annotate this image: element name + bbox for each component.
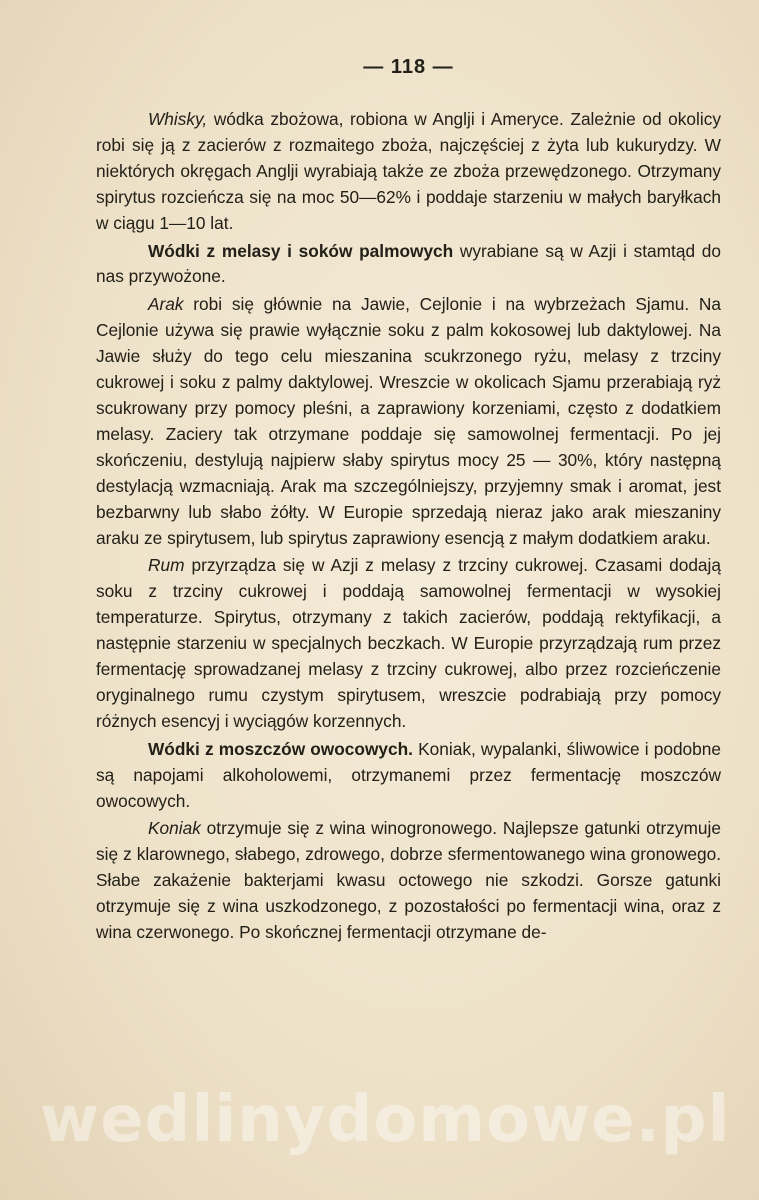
term-whisky: Whisky, [148, 109, 208, 129]
page-number: — 118 — [363, 56, 454, 78]
paragraph-whisky [96, 107, 721, 237]
paragraph-text: wyrabiane są w Azji i stamtąd do nas przywożone. [96, 240, 721, 287]
section-heading-melasa: Wódki z melasy i soków palmowych [148, 240, 454, 261]
paragraph-arak [96, 292, 721, 551]
paragraph-moszcze [96, 737, 721, 815]
section-heading-moszcze: Wódki z moszczów owocowych. [148, 738, 413, 759]
watermark: wedlinydomowe.pl [40, 1083, 731, 1157]
paragraph-text: przyrządza się w Azji z melasy z trzciny cukrowej. Czasami dodają soku z trzciny cukrowej i poddają samowolnej fermentacji w wysokiej temperaturze. Spirytus, otrzymany z takich zacierów, poddają rektyfikacji, a następnie starzeniu w specjalnych beczkach. W Europie przyrządzają rum przez fermentację sprowadzanej melasy z trzciny cukrowej, albo przez rozcieńczenie oryginalnego rumu czystym spirytusem, wreszcie podrabiają przy pomocy różnych esencyj i wyciągów korzennych. [96, 555, 721, 731]
paragraph-text: Koniak, wypalanki, śliwowice i podobne są napojami alkoholowemi, otrzymanemi przez fermentację moszczów owocowych. [96, 738, 722, 811]
book-page [96, 56, 721, 946]
paragraph-melasa [96, 239, 721, 291]
term-koniak: Koniak [148, 818, 201, 839]
paragraph-koniak [96, 816, 721, 946]
term-rum: Rum [148, 555, 185, 576]
paragraph-text: wódka zbożowa, robiona w Anglji i Ameryce. Zależnie od okolicy robi się ją z zacierów z rozmaitego zboża, najczęściej z żyta lub kukurydzy. W niektórych okręgach Anglji wyrabiają także ze zboża przewędzonego. Otrzymany spirytus rozcieńcza się na moc 50—62% i poddaje starzeniu w małych baryłkach w ciągu 1—10 lat. [96, 109, 721, 233]
paragraph-rum [96, 553, 721, 734]
paragraph-text: otrzymuje się z wina winogronowego. Najlepsze gatunki otrzymuje się z klarownego, słabego, zdrowego, dobrze sfermentowanego wina gronowego. Słabe zakażenie bakterjami kwasu octowego nie szkodzi. Gorsze gatunki otrzymuje się z wina uszkodzonego, z pozostałości po fermentacji wina, oraz z wina czerwonego. Po skończnej fermentacji otrzymane de- [96, 818, 721, 943]
paragraph-text: robi się głównie na Jawie, Cejlonie i na wybrzeżach Sjamu. Na Cejlonie używa się prawie wyłącznie soku z palm kokosowej lub daktylowej. Na Jawie służy do tego celu mieszanina scukrzonego ryżu, melasy z trzciny cukrowej i soku z palmy daktylowej. Wreszcie w okolicach Sjamu przerabiają ryż scukrowany przy pomocy pleśni, a zaprawiony korzeniami, często z dodatkiem melasy. Zaciery tak otrzymane poddaje się samowolnej fermentacji. Po jej skończeniu, destylują najpierw słaby spirytus mocy 25 — 30%, który następną destylacją wzmacniają. Arak ma szczególniejszy, przyjemny smak i aromat, jest bezbarwny lub słabo żółty. W Europie sprzedają nieraz jako arak mieszaniny araku ze spirytusem, lub spirytus zaprawiony esencją z małym dodatkiem araku. [96, 294, 721, 548]
term-arak: Arak [148, 294, 184, 315]
